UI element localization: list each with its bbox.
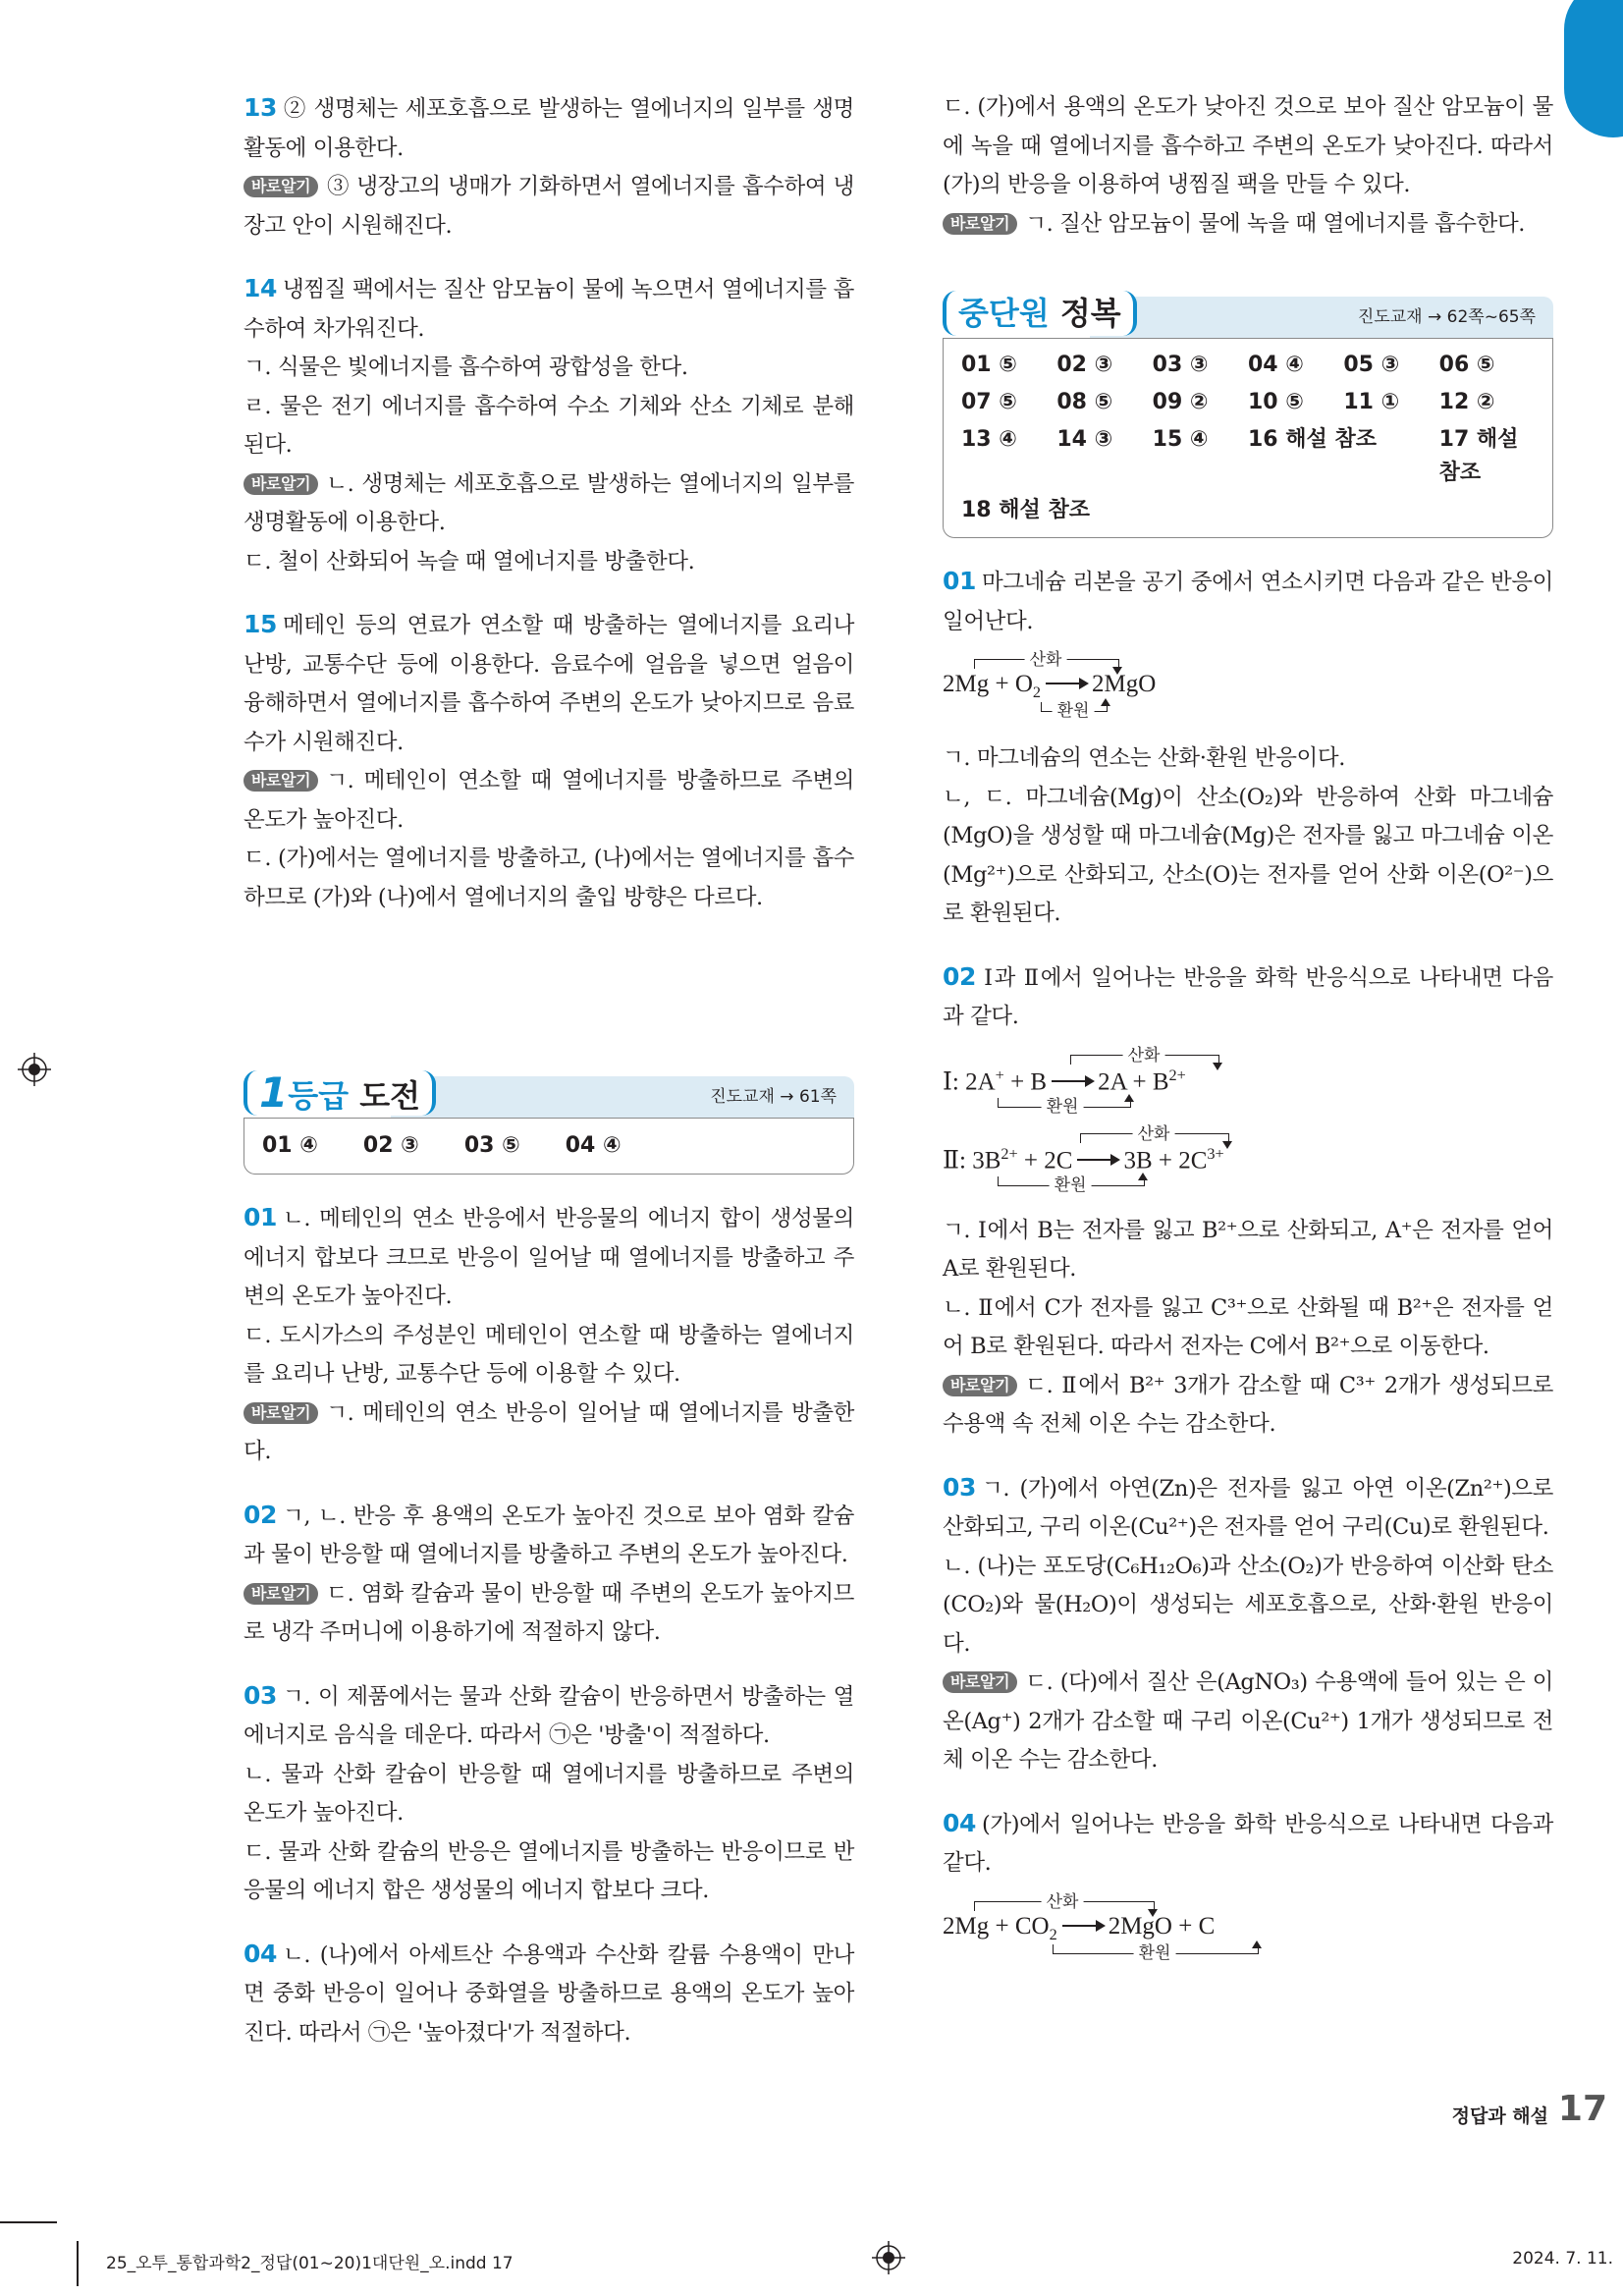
- challenge-02-correction: 바로알기 ㄷ. 염화 칼슘과 물이 반응할 때 주변의 온도가 높아지므로 냉각 주머니에 이용하기에 적절하지 않다.: [243, 1580, 854, 1645]
- unit-04: 04 (가)에서 일어나는 반응을 화학 반응식으로 나타내면 다음과 같다.: [943, 1808, 1553, 1876]
- oxidation-label: 산화: [1042, 1891, 1084, 1913]
- reduction-label: 환원: [1053, 700, 1095, 722]
- right-column: [943, 88, 1553, 1982]
- answer-key-item: 04 ④: [565, 1133, 622, 1158]
- unit-03-correction: 바로알기 ㄷ. (다)에서 질산 은(AgNO₃) 수용액에 들어 있는 은 이온(Ag⁺) 2개가 감소할 때 구리 이온(Cu²⁺) 1개가 생성되므로 전체 이온 수는 감소한다.: [943, 1669, 1553, 1773]
- answer-key-item: 16 해설 참조: [1248, 427, 1377, 452]
- registration-mark-icon: [872, 2241, 905, 2274]
- equation-mg-co2: 산화 $2Mg + CO_2$ 2MgO + C 환원: [943, 1891, 1553, 1972]
- answer-key-item: 14 ③: [1056, 427, 1113, 452]
- unit-03: 03 ㄱ. (가)에서 아연(Zn)은 전자를 잃고 아연 이온(Zn²⁺)으로 산화되고, 구리 이온(Cu²⁺)은 전자를 얻어 구리(Cu)로 환원된다.: [943, 1472, 1553, 1540]
- equation-set-2: 산화 Ⅰ: 2A+ + B $2A + B^{2+}$ 환원 산화 Ⅱ: $3B^{2+} + 2C$ $3B + 2C^{3+}$ 환원: [943, 1045, 1553, 1202]
- answer-key-item: 12 ②: [1438, 390, 1495, 414]
- answer-14-line: ㄱ. 식물은 빛에너지를 흡수하여 광합성을 한다.: [243, 355, 688, 380]
- print-date: 2024. 7. 11.: [1512, 2249, 1613, 2269]
- answer-key-item: 08 ⑤: [1056, 390, 1113, 414]
- reduction-label: 환원: [1050, 1175, 1092, 1196]
- answer-key-item: 03 ③: [1152, 353, 1209, 377]
- unit-02: 02 Ⅰ과 Ⅱ에서 일어나는 반응을 화학 반응식으로 나타내면 다음과 같다.: [943, 961, 1553, 1029]
- answer-key-item: 02 ③: [1056, 353, 1113, 377]
- challenge-04-line: ㄷ. (가)에서 용액의 온도가 낮아진 것으로 보아 질산 암모늄이 물에 녹을 때 열에너지를 흡수하고 주변의 온도가 낮아진다. 따라서 (가)의 반응을 이용하여 냉찜질 팩을 만들 수 있다.: [943, 94, 1553, 197]
- answer-14-line: ㄷ. 철이 산화되어 녹슬 때 열에너지를 방출한다.: [243, 548, 695, 574]
- unit-02-line: ㄱ. Ⅰ에서 B는 전자를 잃고 B²⁺으로 산화되고, A⁺은 전자를 얻어 A로 환원된다.: [943, 1217, 1553, 1282]
- reduction-label: 환원: [1042, 1096, 1084, 1118]
- answer-key-box: [243, 1118, 854, 1175]
- footer-title: 정답과 해설: [1451, 2105, 1548, 2127]
- answer-key-item: 01 ④: [262, 1133, 318, 1158]
- answer-key-item: 09 ②: [1152, 390, 1209, 414]
- answer-key-item: 17 해설 참조: [1438, 427, 1519, 485]
- page-number: 17: [1557, 2089, 1607, 2129]
- answer-14-line: ㄹ. 물은 전기 에너지를 흡수하여 수소 기체와 산소 기체로 분해된다.: [243, 393, 854, 458]
- section-header-grade1: [243, 1070, 854, 1118]
- answer-key-item: 06 ⑤: [1438, 353, 1495, 377]
- textbook-reference: 진도교재 → 61쪽: [391, 1076, 854, 1118]
- unit-01-line: ㄴ, ㄷ. 마그네슘(Mg)이 산소(O₂)와 반응하여 산화 마그네슘(MgO)을 생성할 때 마그네슘(Mg)은 전자를 잃고 마그네슘 이온(Mg²⁺)으로 산화되고, 산소(O)는 전자를 얻어 산화 이온(O²⁻)으로 환원된다.: [943, 784, 1553, 926]
- oxidation-label: 산화: [1133, 1123, 1175, 1145]
- unit-01-line: ㄱ. 마그네슘의 연소는 산화·환원 반응이다.: [943, 745, 1345, 771]
- reduction-label: 환원: [1134, 1942, 1176, 1964]
- unit-01: 01 마그네슘 리본을 공기 중에서 연소시키면 다음과 같은 반응이 일어난다.: [943, 567, 1554, 634]
- unit-03-line: ㄴ. (나)는 포도당(C₆H₁₂O₆)과 산소(O₂)가 반응하여 이산화 탄소(CO₂)와 물(H₂O)이 생성되는 세포호흡으로, 산화·환원 반응이다.: [943, 1553, 1553, 1657]
- answer-13: 13 ② 생명체는 세포호흡으로 발생하는 열에너지의 일부를 생명활동에 이용한다.: [243, 93, 854, 161]
- answer-key-item: 01 ⑤: [961, 353, 1017, 377]
- section-title: 1등급 도전: [243, 1070, 436, 1116]
- answer-key-item: 10 ⑤: [1248, 390, 1304, 414]
- chapter-tab: [1564, 0, 1623, 137]
- answer-key-item: 11 ①: [1343, 390, 1400, 414]
- registration-mark-icon: [18, 1053, 51, 1086]
- trim-mark: [77, 2241, 79, 2286]
- unit-02-line: ㄴ. Ⅱ에서 C가 전자를 잃고 C³⁺으로 산화될 때 B²⁺은 전자를 얻어 B로 환원된다. 따라서 전자는 C에서 B²⁺으로 이동한다.: [943, 1294, 1553, 1359]
- answer-key-item: 18 해설 참조: [961, 498, 1090, 522]
- answer-14: 14 냉찜질 팩에서는 질산 암모늄이 물에 녹으면서 열에너지를 흡수하여 차가워진다.: [243, 274, 854, 342]
- answer-key-item: 07 ⑤: [961, 390, 1017, 414]
- answer-key-item: 13 ④: [961, 427, 1017, 452]
- unit-02-correction: 바로알기 ㄷ. Ⅱ에서 B²⁺ 3개가 감소할 때 C³⁺ 2개가 생성되므로 수용액 속 전체 이온 수는 감소한다.: [943, 1372, 1553, 1437]
- correction-13: 바로알기 ③ 냉장고의 냉매가 기화하면서 열에너지를 흡수하여 냉장고 안이 시원해진다.: [243, 174, 854, 239]
- textbook-reference: 진도교재 → 62쪽~65쪽: [1090, 297, 1553, 338]
- answer-key-item: 02 ③: [362, 1133, 419, 1158]
- section-header-unit: [943, 291, 1553, 338]
- left-column: [243, 88, 854, 2052]
- section-title: 중단원 정복: [943, 291, 1137, 336]
- equation-mg-o2: 산화 $2Mg + O_2$ 2MgO 환원: [943, 650, 1157, 721]
- trim-mark: [0, 2221, 57, 2223]
- answer-key-item: 03 ⑤: [463, 1133, 520, 1158]
- answer-key-item: 04 ④: [1248, 353, 1304, 377]
- answer-15: 15 메테인 등의 연료가 연소할 때 방출하는 열에너지를 요리나 난방, 교통수단 등에 이용한다. 음료수에 얼음을 넣으면 얼음이 융해하면서 열에너지를 흡수하여 주변의 온도가 낮아지므로 음료수가 시원해진다.: [243, 610, 854, 755]
- challenge-01-correction: 바로알기 ㄱ. 메테인의 연소 반응이 일어날 때 열에너지를 방출한다.: [243, 1399, 854, 1464]
- challenge-01-line: ㄷ. 도시가스의 주성분인 메테인이 연소할 때 방출하는 열에너지를 요리나 난방, 교통수단 등에 이용할 수 있다.: [243, 1322, 854, 1387]
- print-slug: 25_오투_통합과학2_정답(01~20)1대단원_오.indd 17: [106, 2254, 514, 2273]
- challenge-04-correction: 바로알기 ㄱ. 질산 암모늄이 물에 녹을 때 열에너지를 흡수한다.: [943, 205, 1553, 245]
- challenge-01: 01 ㄴ. 메테인의 연소 반응에서 반응물의 에너지 합이 생성물의 에너지 합보다 크므로 반응이 일어날 때 열에너지를 방출하고 주변의 온도가 높아진다.: [243, 1203, 854, 1309]
- correction-14: 바로알기 ㄴ. 생명체는 세포호흡으로 발생하는 열에너지의 일부를 생명활동에 이용한다.: [243, 470, 854, 535]
- answer-key-item: 15 ④: [1152, 427, 1209, 452]
- challenge-03-line: ㄷ. 물과 산화 칼슘의 반응은 열에너지를 방출하는 반응이므로 반응물의 에너지 합은 생성물의 에너지 합보다 크다.: [243, 1838, 854, 1903]
- challenge-03-line: ㄴ. 물과 산화 칼슘이 반응할 때 열에너지를 방출하므로 주변의 온도가 높아진다.: [243, 1761, 854, 1826]
- challenge-03: 03 ㄱ. 이 제품에서는 물과 산화 칼슘이 반응하면서 방출하는 열에너지로 음식을 데운다. 따라서 ㉠은 '방출'이 적절하다.: [243, 1680, 854, 1748]
- challenge-02: 02 ㄱ, ㄴ. 반응 후 용액의 온도가 높아진 것으로 보아 염화 칼슘과 물이 반응할 때 열에너지를 방출하고 주변의 온도가 높아진다.: [243, 1500, 854, 1567]
- answer-15-line: ㄷ. (가)에서는 열에너지를 방출하고, (나)에서는 열에너지를 흡수하므로 (가)와 (나)에서 열에너지의 출입 방향은 다르다.: [243, 846, 854, 910]
- oxidation-label: 산화: [1123, 1045, 1165, 1066]
- correction-15: 바로알기 ㄱ. 메테인이 연소할 때 열에너지를 방출하므로 주변의 온도가 높아진다.: [243, 768, 854, 833]
- answer-key-item: 05 ③: [1343, 353, 1400, 377]
- oxidation-label: 산화: [1025, 649, 1067, 671]
- answer-key-box: [943, 338, 1553, 538]
- challenge-04: 04 ㄴ. (나)에서 아세트산 수용액과 수산화 칼륨 수용액이 만나면 중화 반응이 일어나 중화열을 방출하므로 용액의 온도가 높아진다. 따라서 ㉠은 '높아졌다'가 적절하다.: [243, 1939, 854, 2046]
